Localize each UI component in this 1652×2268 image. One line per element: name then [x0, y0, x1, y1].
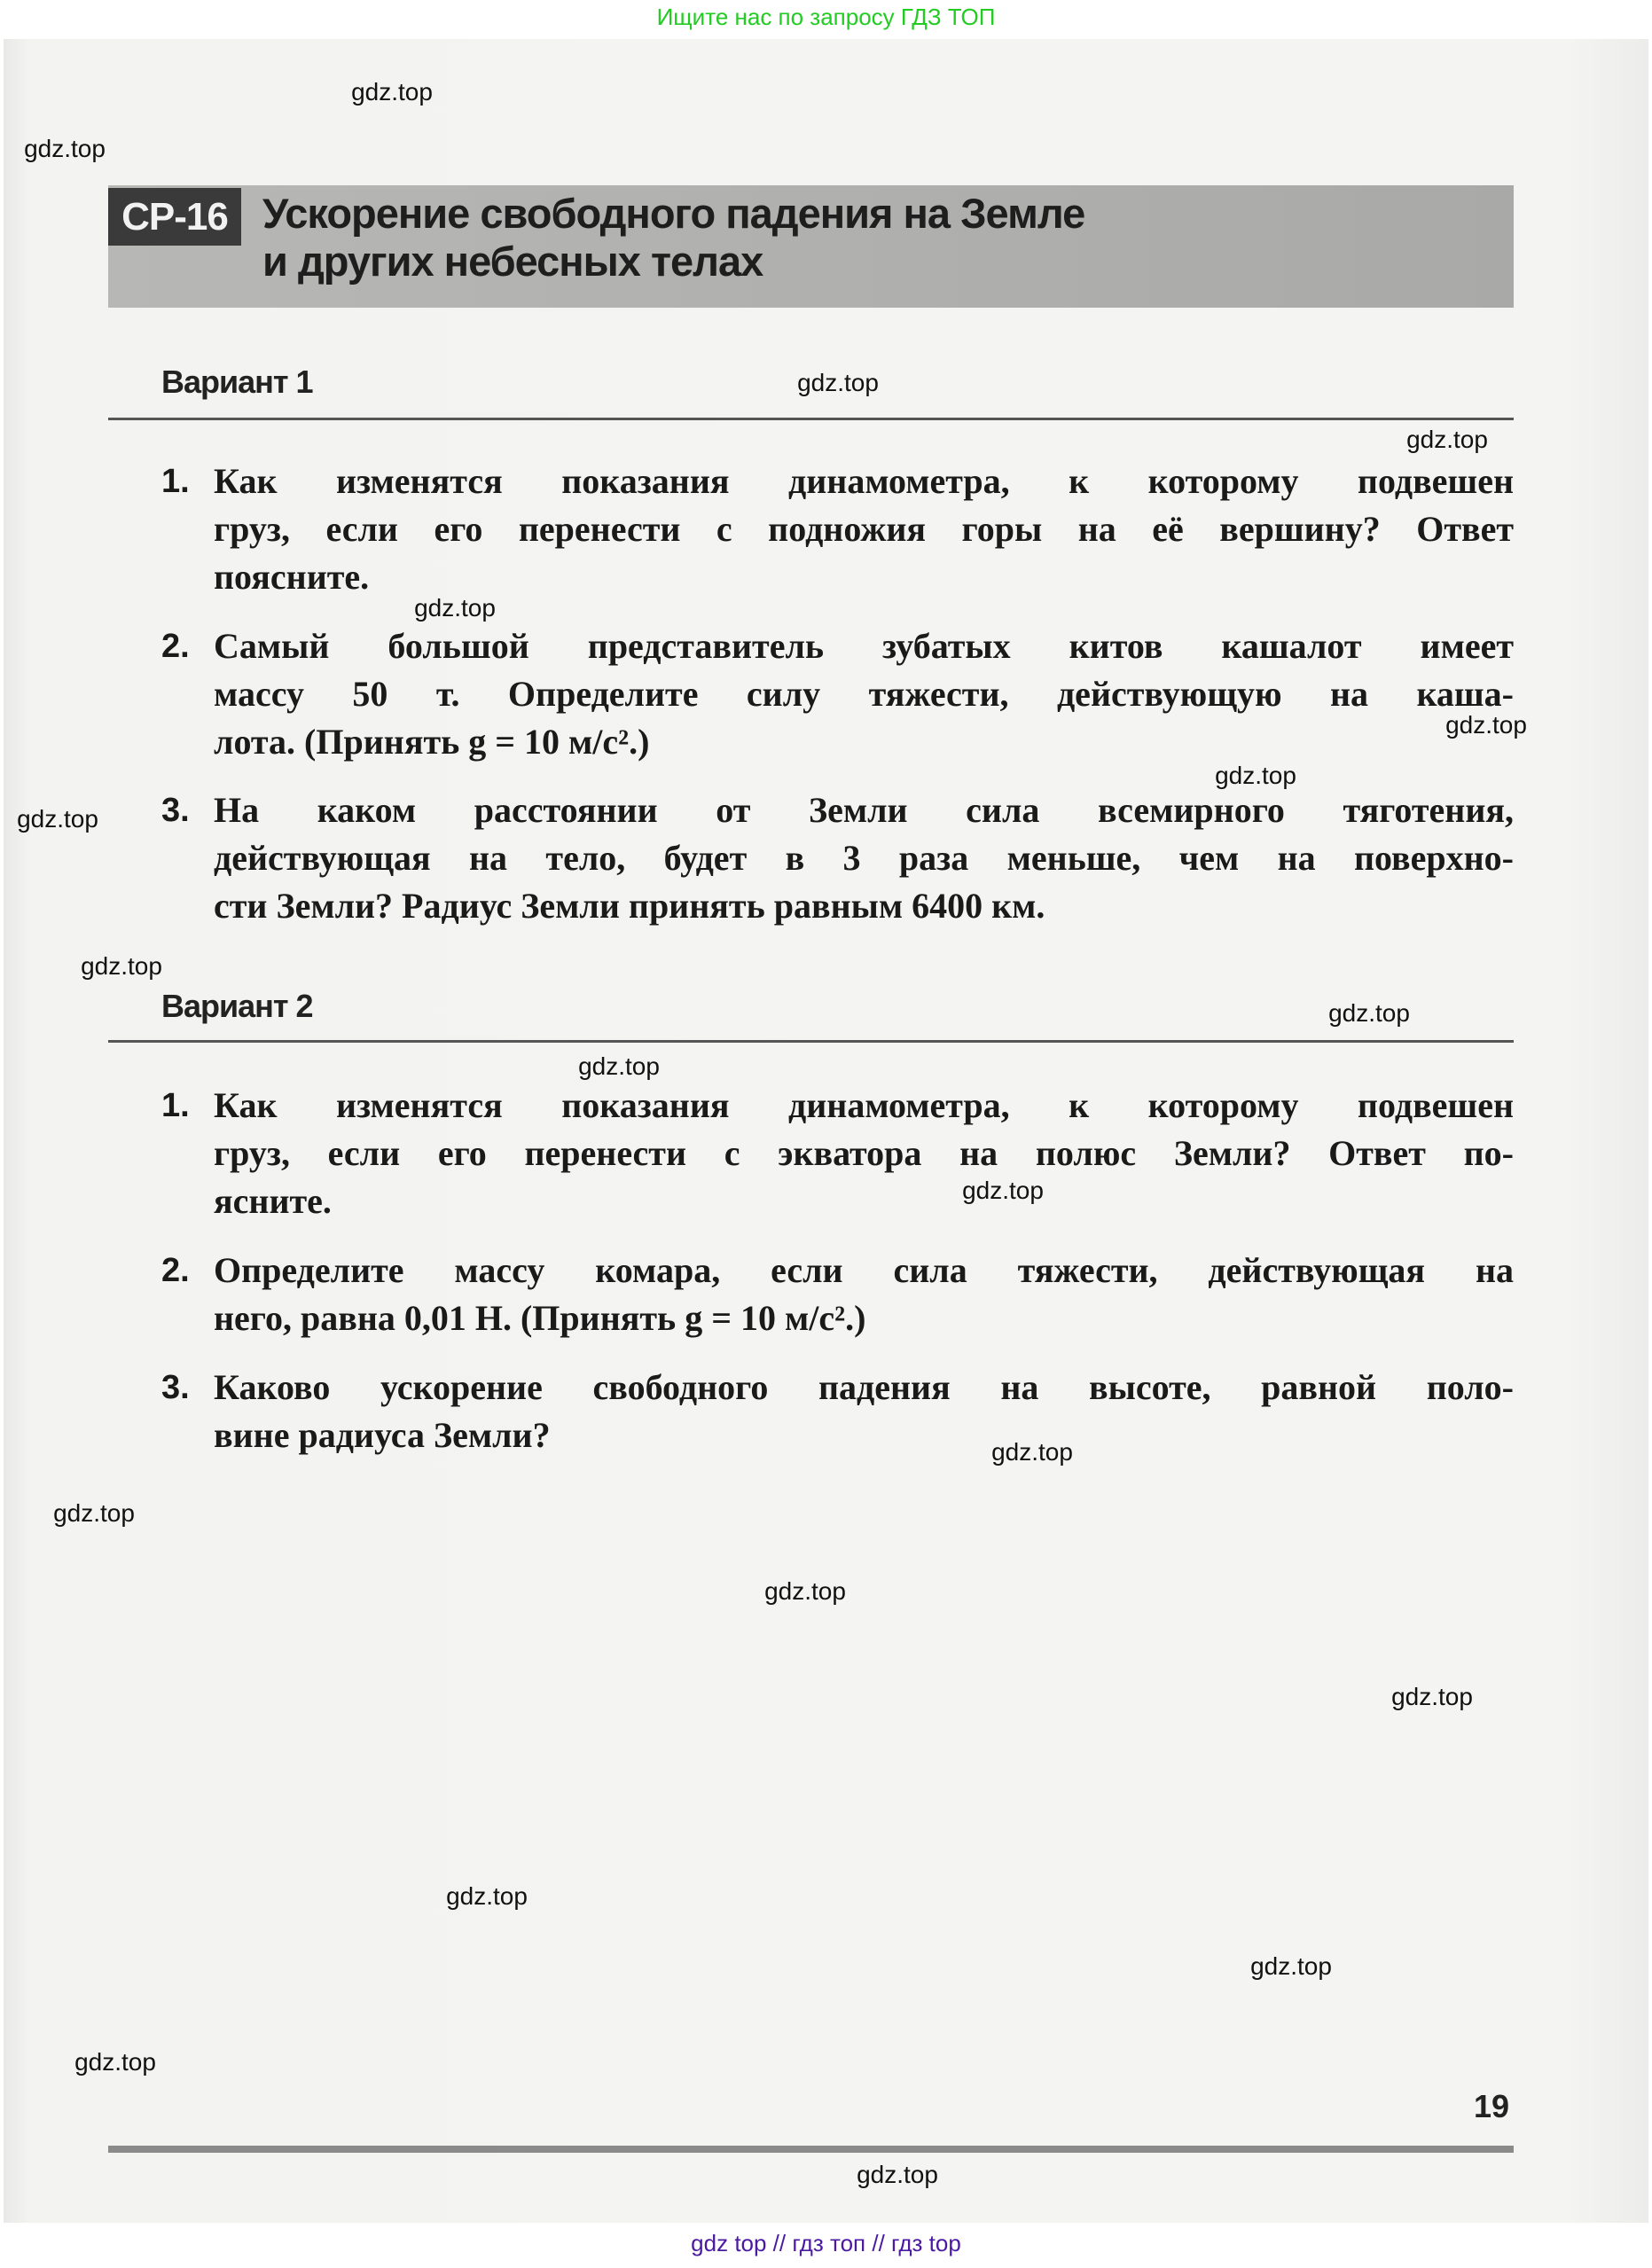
text-line: На каком расстоянии от Земли сила всемирного тяготения,: [214, 790, 1514, 830]
text-line: груз, если его перенести с экватора на полюс Земли? Ответ по-: [214, 1133, 1514, 1173]
text-line: лота. (Принять g = 10 м/с².): [214, 722, 650, 762]
question-number: 2.: [161, 628, 190, 665]
footer-links[interactable]: gdz top // гдз топ // гдз top: [691, 2230, 961, 2256]
text-line: поясните.: [214, 557, 370, 597]
divider: [108, 1040, 1514, 1043]
watermark: gdz.top: [414, 594, 496, 622]
watermark: gdz.top: [1406, 426, 1488, 453]
variant-2-heading: Вариант 2: [161, 988, 313, 1024]
watermark: gdz.top: [81, 952, 162, 980]
text-line: Как изменятся показания динамометра, к которому подвешен: [214, 1085, 1514, 1125]
text-line: груз, если его перенести с подножия горы на её вершину? Ответ: [214, 509, 1514, 549]
divider: [108, 418, 1514, 420]
watermark: gdz.top: [24, 135, 106, 162]
page-number: 19: [1474, 2088, 1510, 2124]
title-line: Ускорение свободного падения на Земле: [262, 190, 1085, 237]
watermark: gdz.top: [962, 1177, 1044, 1204]
text-line: Самый большой представитель зубатых китов кашалот имеет: [214, 626, 1514, 666]
text-line: сти Земли? Радиус Земли принять равным 6400 км.: [214, 886, 1045, 926]
top-banner[interactable]: Ищите нас по запросу ГДЗ ТОП: [656, 4, 996, 30]
watermark: gdz.top: [1328, 999, 1410, 1027]
watermark: gdz.top: [1445, 711, 1527, 739]
text-line: массу 50 т. Определите силу тяжести, действующую на кашa-: [214, 674, 1514, 714]
watermark: gdz.top: [1215, 762, 1296, 789]
question-number: 3.: [161, 792, 190, 829]
text-line: него, равна 0,01 Н. (Принять g = 10 м/с².): [214, 1298, 866, 1338]
text-line: вине радиуса Земли?: [214, 1415, 551, 1455]
section-title: [262, 190, 1084, 285]
watermark: gdz.top: [764, 1577, 846, 1605]
text-line: Определите массу комара, если сила тяжести, действующая на: [214, 1250, 1514, 1290]
text-line: Как изменятся показания динамометра, к которому подвешен: [214, 461, 1514, 501]
watermark: gdz.top: [1250, 1952, 1332, 1980]
question-number: 1.: [161, 463, 190, 500]
watermark: gdz.top: [53, 1499, 135, 1527]
variant-1-heading: Вариант 1: [161, 364, 313, 400]
question: [161, 786, 1514, 930]
question-number: 1.: [161, 1087, 190, 1124]
text-line: действующая на тело, будет в 3 раза меньше, чем на поверхно-: [214, 838, 1514, 878]
watermark: gdz.top: [991, 1438, 1073, 1466]
question: [161, 1247, 1514, 1342]
watermark: gdz.top: [74, 2048, 156, 2076]
text-line: Каково ускорение свободного падения на высоте, равной поло-: [214, 1367, 1514, 1407]
watermark: gdz.top: [446, 1882, 528, 1910]
watermark: gdz.top: [857, 2161, 938, 2188]
question-number: 3.: [161, 1369, 190, 1406]
watermark: gdz.top: [797, 369, 879, 396]
question: [161, 458, 1514, 601]
section-code: СР-16: [108, 188, 241, 246]
question: [161, 622, 1514, 766]
text-line: ясните.: [214, 1181, 332, 1221]
watermark: gdz.top: [17, 805, 98, 833]
question-number: 2.: [161, 1252, 190, 1289]
watermark: gdz.top: [1391, 1683, 1473, 1710]
bottom-rule: [108, 2146, 1514, 2153]
watermark: gdz.top: [578, 1052, 660, 1080]
question: [161, 1082, 1514, 1225]
title-line: и других небесных телах: [262, 238, 763, 285]
watermark: gdz.top: [351, 78, 433, 106]
question: [161, 1364, 1514, 1459]
